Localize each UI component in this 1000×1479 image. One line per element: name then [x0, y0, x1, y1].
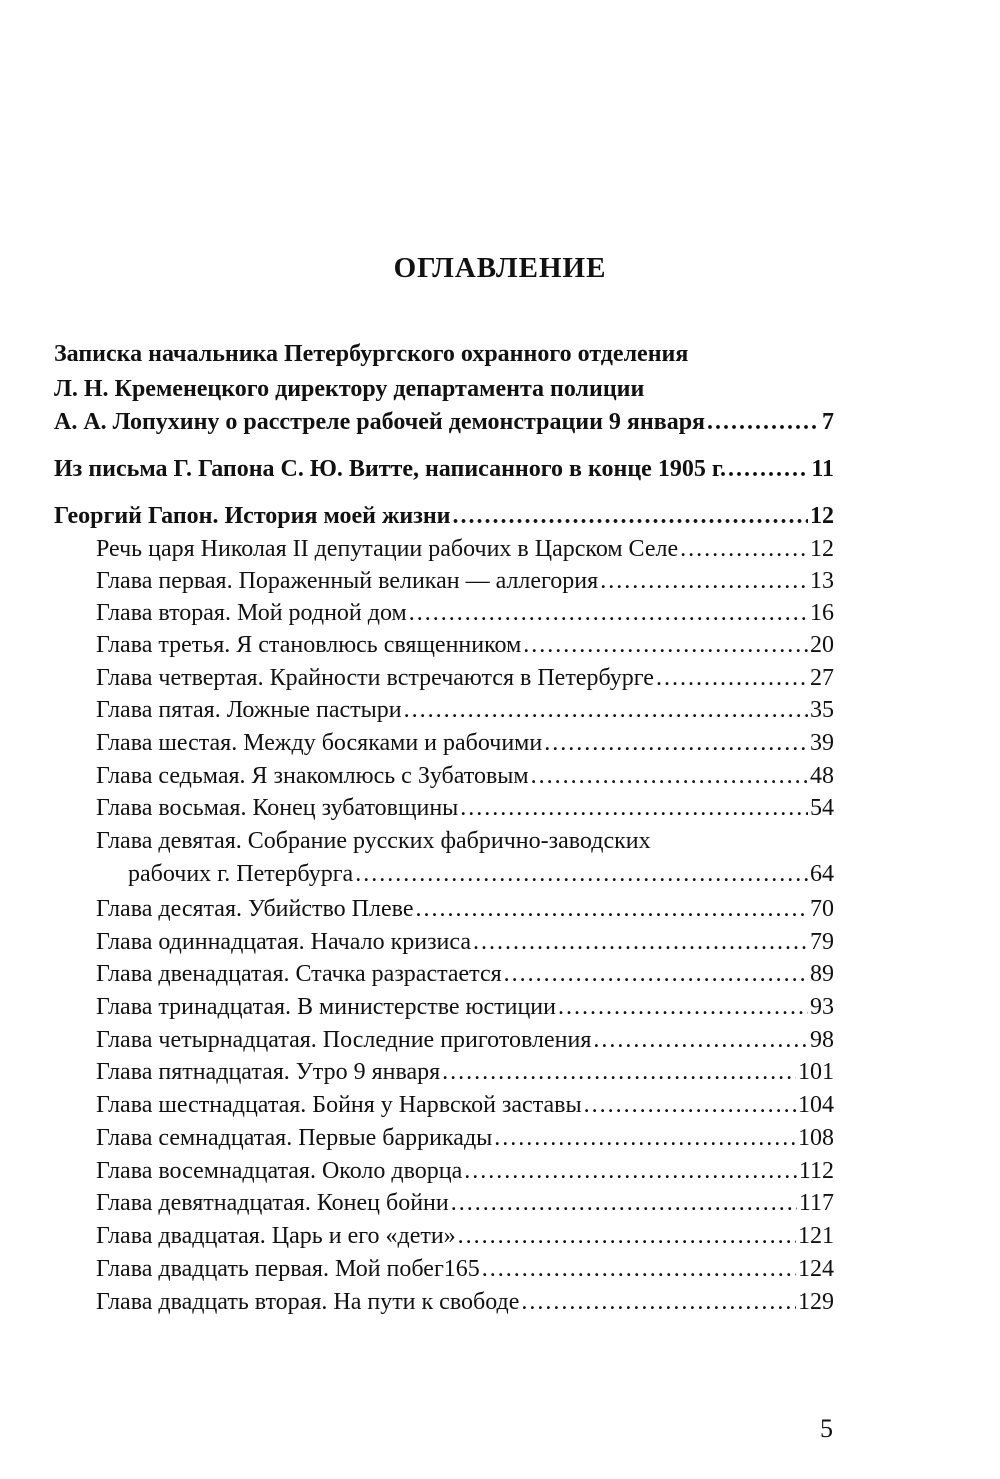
- dot-leader: [521, 1286, 796, 1318]
- toc-entry-page: 35: [810, 697, 834, 723]
- dot-leader: [656, 662, 808, 694]
- toc-entry: [54, 500, 834, 532]
- dot-leader: [451, 1187, 797, 1219]
- toc-entry-title: Глава девятая. Собрание русских фабрично-заводских: [96, 828, 651, 854]
- toc-entry: [54, 373, 834, 405]
- toc-entry-page: 11: [811, 456, 834, 482]
- toc-entry: [96, 991, 834, 1023]
- toc-entry-title: Глава вторая. Мой родной дом: [96, 600, 407, 626]
- toc-entry-page: 39: [810, 730, 834, 756]
- dot-leader: [464, 1155, 797, 1187]
- toc-entry-page: 124: [798, 1256, 834, 1282]
- dot-leader: [728, 453, 809, 485]
- dot-leader: [442, 1056, 796, 1088]
- toc-entry-title: Глава одиннадцатая. Начало кризиса: [96, 929, 471, 955]
- dot-leader: [544, 727, 808, 759]
- toc-entry-title: Глава шестая. Между босяками и рабочими: [96, 730, 543, 756]
- toc-entry: [96, 1089, 834, 1121]
- toc-entry-page: 112: [798, 1158, 834, 1184]
- toc-entry: [96, 1187, 834, 1219]
- toc-entry-title: Глава двенадцатая. Стачка разрастается: [96, 961, 502, 987]
- dot-leader: [473, 926, 808, 958]
- toc-entry-page: 117: [798, 1190, 834, 1216]
- toc-entry-title: Глава семнадцатая. Первые баррикады: [96, 1125, 493, 1151]
- dot-leader: [415, 893, 808, 925]
- toc-entry-title: Глава седьмая. Я знакомлюсь с Зубатовым: [96, 763, 529, 789]
- toc-entry: [96, 629, 834, 661]
- toc-entry-title: Глава двадцать первая. Мой побег165: [96, 1256, 480, 1282]
- toc-entry-page: 12: [810, 503, 834, 529]
- toc-entry-title: Глава первая. Пораженный великан — аллегория: [96, 568, 599, 594]
- dot-leader: [458, 1220, 796, 1252]
- toc-entry: [54, 406, 834, 438]
- toc-entry-title: Глава двадцатая. Царь и его «дети»: [96, 1223, 456, 1249]
- toc-entry-title: Глава шестнадцатая. Бойня у Нарвской заставы: [96, 1092, 582, 1118]
- page-number: 5: [820, 1414, 833, 1443]
- toc-entry-title: Глава третья. Я становлюсь священником: [96, 632, 522, 658]
- toc-entry-title: Речь царя Николая II депутации рабочих в Царском Селе: [96, 536, 679, 562]
- toc-entry-title: Глава десятая. Убийство Плеве: [96, 896, 414, 922]
- toc-entry-page: 108: [798, 1125, 834, 1151]
- toc-entry: [96, 727, 834, 759]
- dot-leader: [409, 597, 808, 629]
- toc-entry-page: 121: [798, 1223, 834, 1249]
- toc-entry-title: Из письма Г. Гапона С. Ю. Витте, написанного в конце 1905 г.: [54, 456, 727, 482]
- toc-entry-page: 12: [810, 536, 834, 562]
- toc-entry-title: Глава тринадцатая. В министерстве юстиции: [96, 994, 556, 1020]
- toc-entry-title: А. А. Лопухину о расстреле рабочей демонстрации 9 января: [54, 409, 706, 435]
- toc-entry-page: 64: [810, 861, 834, 887]
- toc-entry: [96, 662, 834, 694]
- toc-entry: [96, 694, 834, 726]
- dot-leader: [558, 991, 808, 1023]
- toc-entry: [96, 1286, 834, 1318]
- toc-entry: [96, 1220, 834, 1252]
- dot-leader: [504, 958, 808, 990]
- toc-entry-title: рабочих г. Петербурга: [128, 861, 354, 887]
- toc-entry: [96, 1155, 834, 1187]
- toc-entry-page: 79: [810, 929, 834, 955]
- toc-entry: [96, 825, 834, 857]
- toc-heading: ОГЛАВЛЕНИЕ: [393, 252, 607, 284]
- toc-entry: [54, 338, 834, 370]
- dot-leader: [531, 760, 808, 792]
- toc-entry-page: 89: [810, 961, 834, 987]
- toc-entry: [54, 453, 834, 485]
- toc-entry: [96, 565, 834, 597]
- toc-entry: [96, 1253, 834, 1285]
- dot-leader: [584, 1089, 796, 1121]
- dot-leader: [460, 792, 808, 824]
- dot-leader: [523, 629, 808, 661]
- toc-entry-title: Глава четвертая. Крайности встречаются в Петербурге: [96, 665, 654, 691]
- toc-entry-page: 20: [810, 632, 834, 658]
- toc-entry-page: 98: [810, 1027, 834, 1053]
- toc-entry: [96, 533, 834, 565]
- toc-entry: [96, 958, 834, 990]
- dot-leader: [482, 1253, 796, 1285]
- toc-entry: [96, 760, 834, 792]
- toc-entry: [96, 1024, 834, 1056]
- toc-entry: [96, 926, 834, 958]
- toc-entry-page: 93: [810, 994, 834, 1020]
- toc-entry-page: 7: [822, 409, 834, 435]
- toc-entry-title: Глава пятая. Ложные пастыри: [96, 697, 402, 723]
- dot-leader: [600, 565, 808, 597]
- toc-entry-title: Глава пятнадцатая. Утро 9 января: [96, 1059, 441, 1085]
- toc-entry-page: 70: [810, 896, 834, 922]
- dot-leader: [404, 694, 808, 726]
- dot-leader: [593, 1024, 808, 1056]
- dot-leader: [355, 858, 808, 890]
- toc-entry-title: Л. Н. Кременецкого директору департамента полиции: [54, 376, 645, 402]
- toc-entry-page: 16: [810, 600, 834, 626]
- toc-entry-page: 104: [798, 1092, 834, 1118]
- toc-entry-page: 101: [798, 1059, 834, 1085]
- toc-entry-page: 27: [810, 665, 834, 691]
- toc-entry: [96, 893, 834, 925]
- toc-entry: [96, 792, 834, 824]
- toc-entry: [96, 1122, 834, 1154]
- toc-entry-page: 48: [810, 763, 834, 789]
- toc-entry-page: 13: [810, 568, 834, 594]
- toc-entry-title: Глава восемнадцатая. Около дворца: [96, 1158, 463, 1184]
- toc-entry: [96, 1056, 834, 1088]
- dot-leader: [707, 406, 820, 438]
- toc-entry: [96, 597, 834, 629]
- toc-entry-title: Георгий Гапон. История моей жизни: [54, 503, 451, 529]
- toc-entry-page: 54: [810, 795, 834, 821]
- toc-entry-title: Глава восьмая. Конец зубатовщины: [96, 795, 459, 821]
- dot-leader: [494, 1122, 796, 1154]
- toc-entry-title: Глава четырнадцатая. Последние приготовления: [96, 1027, 592, 1053]
- toc-entry-page: 129: [798, 1289, 834, 1315]
- toc-entry: [128, 858, 834, 890]
- toc-entry-title: Глава двадцать вторая. На пути к свободе: [96, 1289, 520, 1315]
- dot-leader: [680, 533, 808, 565]
- toc-entry-title: Записка начальника Петербургского охранного отделения: [54, 341, 689, 367]
- toc-entry-title: Глава девятнадцатая. Конец бойни: [96, 1190, 449, 1216]
- dot-leader: [453, 500, 809, 532]
